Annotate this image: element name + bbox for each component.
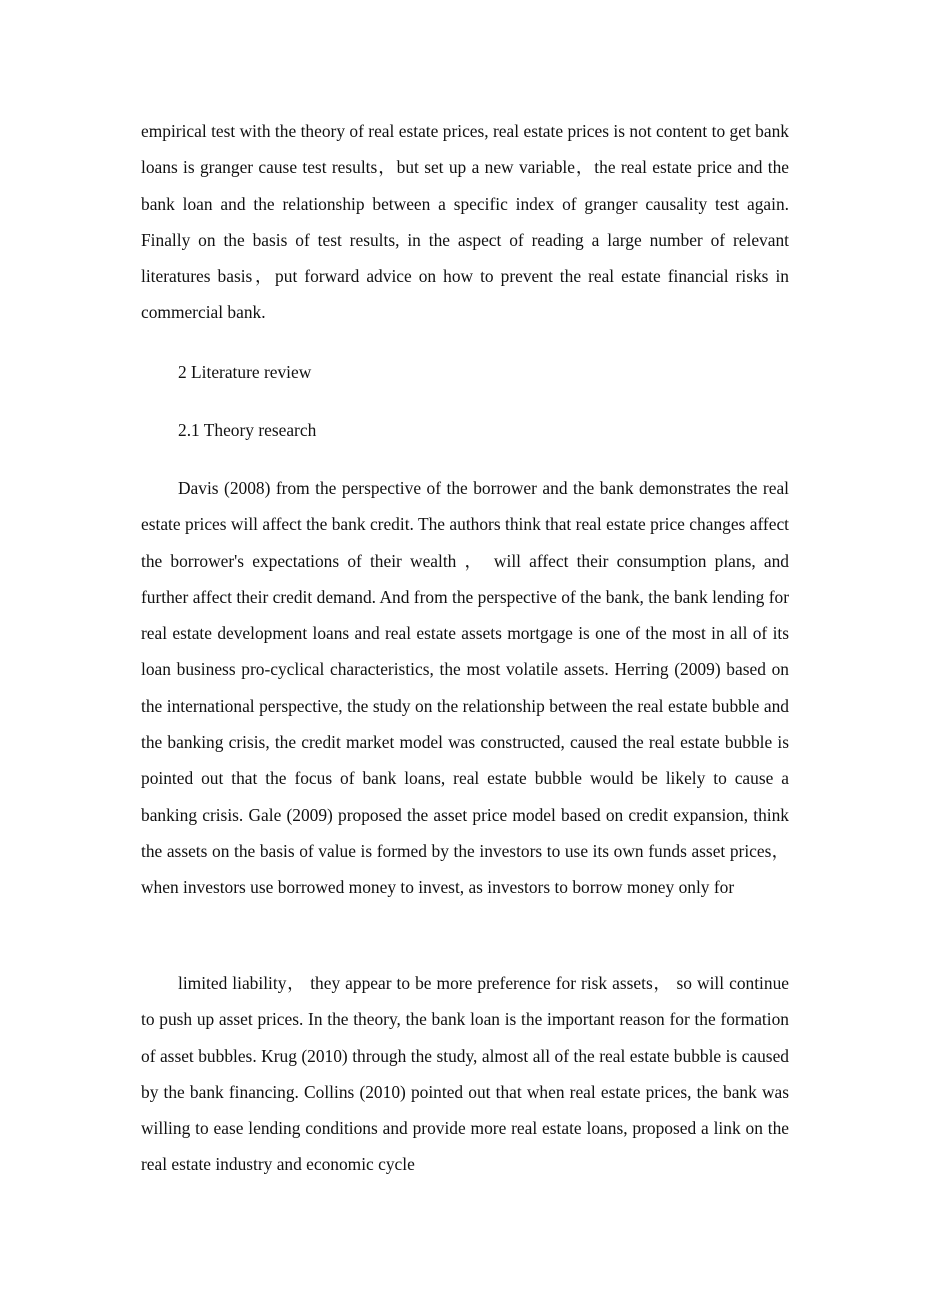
paragraph-theory-davis-herring-gale: Davis (2008) from the perspective of the borrower and the bank demonstrates the real estate prices will affect the bank credit. The authors think that real estate price changes affect the borrower's expectations of their wealth ， will affect their consumption plans, and further affect their credit demand. And from the perspective of the bank, the bank lending for real estate development loans and real estate assets mortgage is one of the most in all of its loan business pro-cyclical characteristics, the most volatile assets. Herring (2009) based on the international perspective, the study on the relationship between the real estate bubble and the banking crisis, the credit market model was constructed, caused the real estate bubble is pointed out that the focus of bank loans, real estate bubble would be likely to cause a banking crisis. Gale (2009) proposed the asset price model based on credit expansion, think the assets on the basis of value is formed by the investors to use its own funds asset prices，when investors use borrowed money to invest, as investors to borrow money only for <box>141 478 789 898</box>
paragraph-theory-krug-collins: limited liability， they appear to be more preference for risk assets， so will continue to push up asset prices. In the theory, the bank loan is the important reason for the formation of asset bubbles. Krug (2010) through the study, almost all of the real estate bubble is caused by the bank financing. Collins (2010) pointed out that when real estate prices, the bank was willing to ease lending conditions and provide more real estate loans, proposed a link on the real estate industry and economic cycle <box>141 973 789 1175</box>
section-heading-block <box>141 354 789 390</box>
section-heading-literature-review: 2 Literature review <box>178 362 312 382</box>
subsection-heading-block <box>141 412 789 448</box>
paragraph-intro-continued: empirical test with the theory of real estate prices, real estate prices is not content to get bank loans is granger cause test results，but set up a new variable，the real estate price and the bank loan and the relationship between a specific index of granger causality test again. Finally on the basis of test results, in the aspect of reading a large number of relevant literatures basis，put forward advice on how to prevent the real estate financial risks in commercial bank. <box>141 121 789 323</box>
document-body <box>141 113 789 331</box>
theory-paragraph-block-1 <box>141 470 789 906</box>
theory-paragraph-block-2 <box>141 965 789 1183</box>
subsection-heading-theory-research: 2.1 Theory research <box>178 420 317 440</box>
